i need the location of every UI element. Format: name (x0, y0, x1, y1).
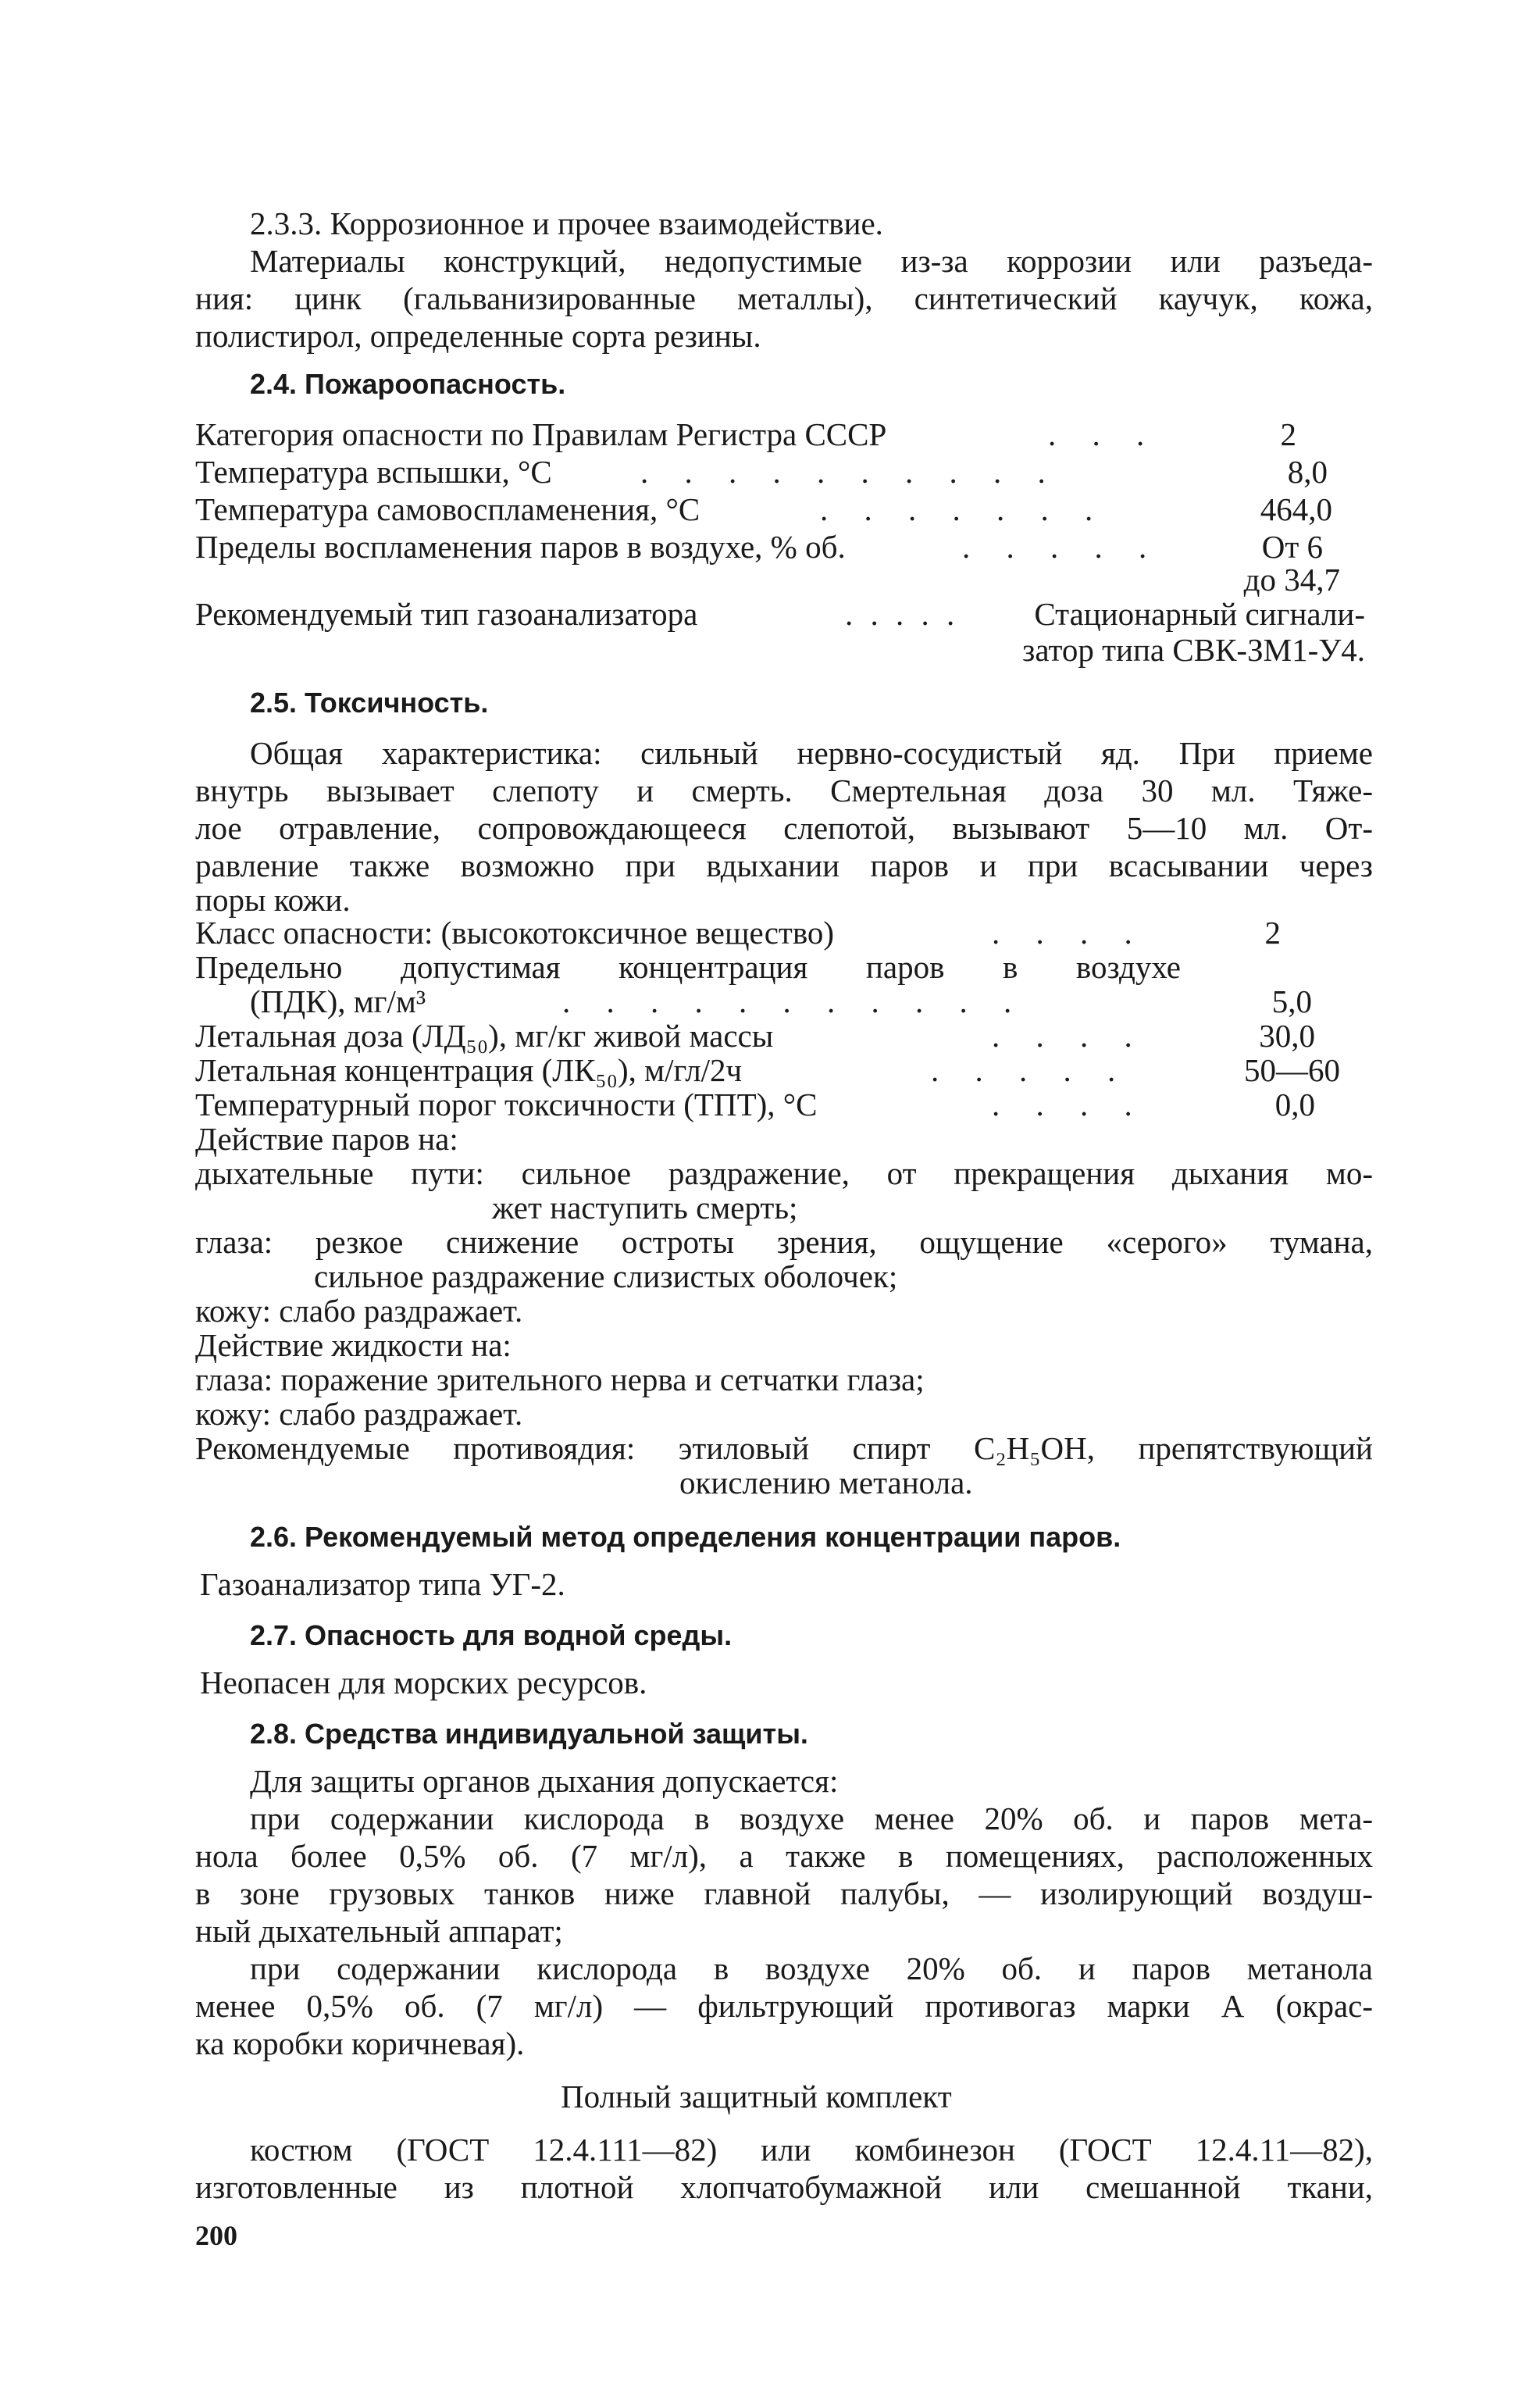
paragraph-line: равление также возможно при вдыхании паров и при всасывании через (195, 848, 1373, 883)
fire-row-label: Пределы воспламенения паров в воздухе, % об. (195, 529, 846, 565)
protection-intro: Для защиты органов дыхания допускается: (250, 1763, 839, 1799)
leader-dots: . . . . (992, 1018, 1146, 1054)
paragraph-line: Материалы конструкций, недопустимые из-за коррозии или разъеда- (250, 243, 1373, 279)
paragraph-line: ка коробки коричневая). (195, 2025, 525, 2061)
antidote-line: Рекомендуемые противоядия: этиловый спирт C₂H₅OH, препятствующий (195, 1430, 1373, 1466)
tox-row-label: Класс опасности: (высокотоксичное вещество) (195, 915, 835, 951)
paragraph-line: при содержании кислорода в воздухе 20% об. и паров метанола (250, 1950, 1373, 1986)
tox-row-label: Летальная концентрация (ЛК₅₀), м/гл/2ч (195, 1052, 743, 1088)
section-2-4-heading: 2.4. Пожароопасность. (250, 368, 566, 400)
tox-row-label-cont: (ПДК), мг/м³ (250, 983, 426, 1019)
paragraph-line: менее 0,5% об. (7 мг/л) — фильтрующий противогаз марки А (окрас- (195, 1988, 1373, 2024)
fire-row-label: Категория опасности по Правилам Регистра СССР (195, 416, 887, 452)
paragraph-line: нола более 0,5% об. (7 мг/л), а также в помещениях, расположенных (195, 1838, 1373, 1874)
section-2-6-heading: 2.6. Рекомендуемый метод определения концентрации паров. (250, 1521, 1121, 1553)
leader-dots: . . . (1048, 416, 1159, 452)
leader-dots: . . . . . (845, 596, 960, 632)
vapor-effect-respiratory-cont: жет наступить смерть; (492, 1190, 798, 1226)
paragraph-line: в зоне грузовых танков ниже главной палубы, — изолирующий воздуш- (195, 1875, 1373, 1911)
paragraph-line: полистирол, определенные сорта резины. (195, 318, 761, 354)
leader-dots: . . . . . . . . . . . (562, 983, 1026, 1019)
paragraph-line: при содержании кислорода в воздухе менее 20% об. и паров мета- (250, 1800, 1373, 1836)
section-2-3-3-title: 2.3.3. Коррозионное и прочее взаимодействие. (250, 205, 883, 241)
fire-row-label: Температура самовоспламенения, °С (195, 491, 700, 527)
paragraph-line: изготовленные из плотной хлопчатобумажной или смешанной ткани, (195, 2169, 1373, 2205)
fire-row-value-cont: до 34,7 (1243, 562, 1340, 598)
liquid-effect-eyes: глаза: поражение зрительного нерва и сетчатки глаза; (195, 1361, 925, 1397)
section-2-7-text: Неопасен для морских ресурсов. (200, 1665, 647, 1700)
fire-row-label: Температура вспышки, °С (195, 454, 552, 490)
paragraph-line: Общая характеристика: сильный нервно-сосудистый яд. При приеме (250, 735, 1373, 771)
leader-dots: . . . . (992, 1087, 1146, 1122)
vapor-effect-eyes: глаза: резкое снижение остроты зрения, ощущение «серого» тумана, (195, 1224, 1373, 1260)
fire-row-value: От 6 (1261, 529, 1323, 565)
section-2-8-heading: 2.8. Средства индивидуальной защиты. (250, 1718, 808, 1750)
leader-dots: . . . . (992, 915, 1146, 951)
vapor-effect-skin: кожу: слабо раздражает. (195, 1293, 523, 1329)
leader-dots: . . . . . (931, 1052, 1130, 1088)
section-2-6-text: Газоанализатор типа УГ-2. (200, 1566, 565, 1602)
paragraph-line: ния: цинк (гальванизированные металлы), синтетический каучук, кожа, (195, 280, 1373, 316)
tox-row-value: 50—60 (1244, 1052, 1340, 1088)
vapor-effect-title: Действие паров на: (195, 1121, 458, 1157)
page-number: 200 (195, 2220, 237, 2251)
leader-dots: . . . . . . . (820, 491, 1107, 527)
leader-dots: . . . . . (962, 529, 1161, 565)
kit-title: Полный защитный комплект (561, 2079, 952, 2114)
paragraph-line: внутрь вызывает слепоту и смерть. Смертельная доза 30 мл. Тяже- (195, 773, 1373, 808)
leader-dots: . . . . . . . . . . (640, 454, 1060, 490)
tox-row-value: 0,0 (1274, 1087, 1315, 1122)
section-2-5-heading: 2.5. Токсичность. (250, 687, 489, 719)
liquid-effect-skin: кожу: слабо раздражает. (195, 1396, 523, 1432)
tox-row-label: Летальная доза (ЛД₅₀), мг/кг живой массы (195, 1018, 774, 1054)
paragraph-line: лое отравление, сопровождающееся слепотой, вызывают 5—10 мл. От- (195, 810, 1373, 846)
liquid-effect-title: Действие жидкости на: (195, 1327, 512, 1363)
tox-row-value: 30,0 (1259, 1018, 1315, 1054)
tox-row-label: Температурный порог токсичности (ТПТ), °С (195, 1087, 818, 1122)
fire-row-value: 2 (1280, 416, 1296, 452)
section-2-7-heading: 2.7. Опасность для водной среды. (250, 1619, 733, 1651)
tox-row-value: 5,0 (1271, 983, 1312, 1019)
paragraph-line: поры кожи. (195, 882, 351, 918)
fire-row-value: 8,0 (1287, 454, 1328, 490)
vapor-effect-respiratory: дыхательные пути: сильное раздражение, от прекращения дыхания мо- (195, 1155, 1373, 1191)
vapor-effect-eyes-cont: сильное раздражение слизистых оболочек; (314, 1258, 898, 1294)
tox-row-label: Предельно допустимая концентрация паров в воздухе (195, 949, 1181, 985)
analyzer-label: Рекомендуемый тип газоанализатора (195, 596, 698, 632)
tox-row-value: 2 (1264, 915, 1281, 951)
fire-row-value: 464,0 (1260, 491, 1332, 527)
paragraph-line: костюм (ГОСТ 12.4.111—82) или комбинезон (ГОСТ 12.4.11—82), (250, 2132, 1373, 2168)
analyzer-value-cont: затор типа СВК-ЗМ1-У4. (1022, 632, 1365, 668)
antidote-line-cont: окислению метанола. (679, 1465, 973, 1501)
analyzer-value: Стационарный сигнали- (1034, 596, 1365, 632)
paragraph-line: ный дыхательный аппарат; (195, 1913, 563, 1949)
